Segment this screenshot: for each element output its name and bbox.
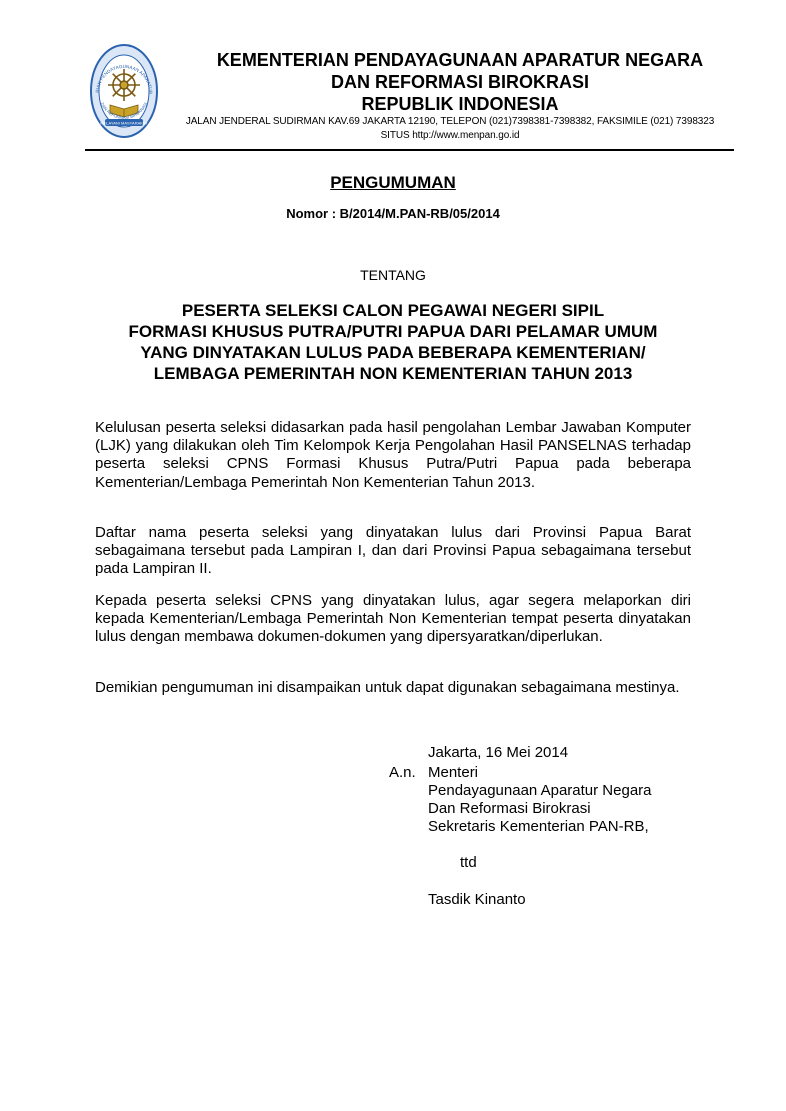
signature-ttd: ttd — [460, 854, 477, 871]
about-label: TENTANG — [360, 267, 426, 283]
announcement-subject — [90, 300, 696, 384]
ministry-emblem-icon — [90, 43, 158, 139]
body-paragraph-2: Daftar nama peserta seleksi yang dinyatakan lulus dari Provinsi Papua Barat sebagaimana tersebut pada Lampiran I, dan dari Provinsi Papua sebagaimana tersebut pada Lampiran II. — [95, 524, 691, 578]
body-paragraph-4: Demikian pengumuman ini disampaikan untuk dapat digunakan sebagaimana mestinya. — [95, 679, 680, 696]
signature-pendayagunaan: Pendayagunaan Aparatur Negara — [428, 782, 652, 799]
letterhead-divider — [85, 149, 734, 151]
subject-line: FORMASI KHUSUS PUTRA/PUTRI PAPUA DARI PELAMAR UMUM — [128, 322, 658, 341]
body-paragraph-3: Kepada peserta seleksi CPNS yang dinyatakan lulus, agar segera melaporkan diri kepada Kementerian/Lembaga Pemerintah Non Kementerian tempat peserta dinyatakan lulus dengan membawa dokumen-dokumen yang dipersyaratkan/diperlukan. — [95, 592, 691, 646]
announcement-number: Nomor : B/2014/M.PAN-RB/05/2014 — [286, 206, 500, 221]
signature-an-label: A.n. — [389, 764, 416, 781]
logo-motto: MELAYANI MASYARAKAT — [100, 120, 148, 126]
logo-ring-text: RIAN PENDAYAGUNAAN APARATUR — [94, 63, 154, 95]
address-line: JALAN JENDERAL SUDIRMAN KAV.69 JAKARTA 12190, TELEPON (021)7398381-7398382, FAKSIMILE (021) 7398323 — [185, 116, 715, 127]
org-name-line-3: REPUBLIK INDONESIA — [361, 94, 559, 114]
org-name-line-1: KEMENTERIAN PENDAYAGUNAAN APARATUR NEGARA — [216, 50, 704, 70]
signatory-name: Tasdik Kinanto — [428, 891, 526, 908]
body-paragraph-1: Kelulusan peserta seleksi didasarkan pada hasil pengolahan Lembar Jawaban Komputer (LJK) yang dilakukan oleh Tim Kelompok Kerja Pengolahan Hasil PANSELNAS terhadap peserta seleksi CPNS Formasi Khusus Putra/Putri Papua pada beberapa Kementerian/Lembaga Pemerintah Non Kementerian Tahun 2013. — [95, 419, 691, 491]
org-name-line-2: DAN REFORMASI BIROKRASI — [330, 72, 589, 92]
signature-reformasi: Dan Reformasi Birokrasi — [428, 800, 591, 817]
announcement-title: PENGUMUMAN — [330, 173, 456, 192]
website-line: SITUS http://www.menpan.go.id — [380, 130, 520, 141]
subject-line: LEMBAGA PEMERINTAH NON KEMENTERIAN TAHUN 2013 — [153, 364, 633, 383]
signature-sekretaris: Sekretaris Kementerian PAN-RB, — [428, 818, 649, 835]
signature-place-date: Jakarta, 16 Mei 2014 — [428, 744, 569, 761]
signature-menteri: Menteri — [428, 764, 479, 781]
subject-line: PESERTA SELEKSI CALON PEGAWAI NEGERI SIPIL — [181, 301, 605, 320]
logo-bottom-text: DAN REFORMASI BIROKRASI — [99, 101, 149, 121]
subject-line: YANG DINYATAKAN LULUS PADA BEBERAPA KEMENTERIAN/ — [140, 343, 646, 362]
